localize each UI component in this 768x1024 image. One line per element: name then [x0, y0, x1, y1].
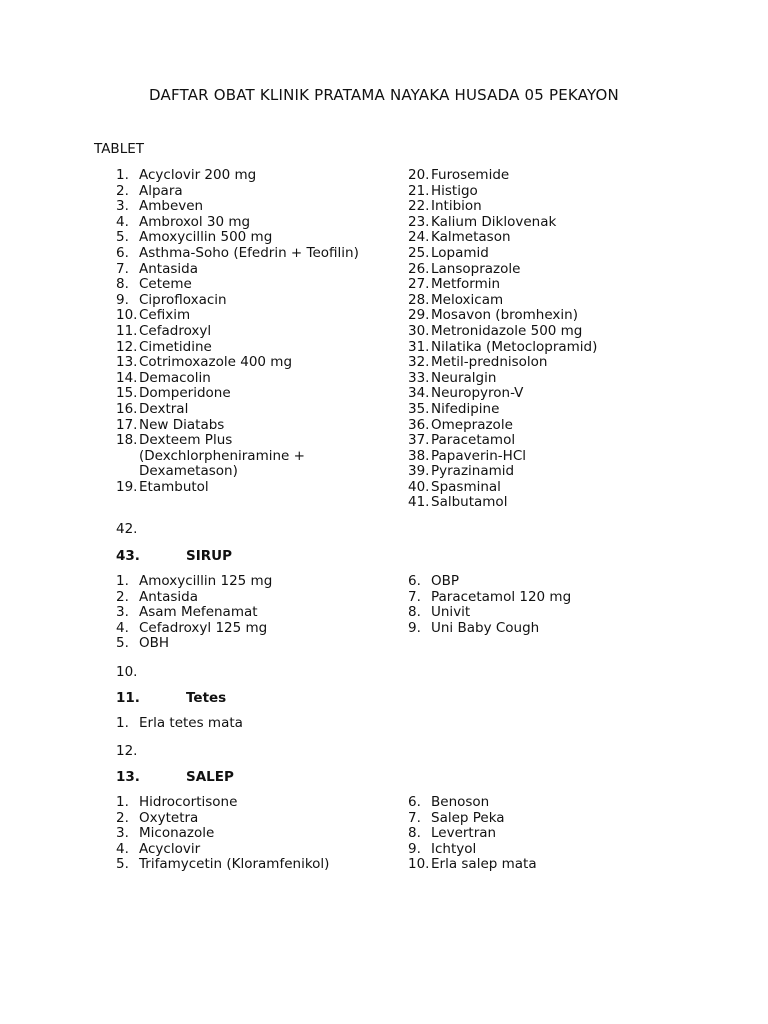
list-item-text: Lansoprazole — [431, 260, 521, 277]
list-item-number: 6. — [116, 244, 129, 261]
list-item-number: 37. — [408, 432, 430, 449]
list-item-number: 23. — [408, 213, 430, 230]
list-item — [408, 621, 571, 637]
list-item-number: 30. — [408, 322, 430, 339]
list-item-text: Dexametason) — [139, 463, 238, 480]
list-item — [408, 230, 597, 246]
list-item — [408, 199, 597, 215]
list-item-text: Antasida — [139, 260, 198, 277]
list-item-text: Ichtyol — [431, 840, 477, 857]
list-item-number: 5. — [116, 229, 129, 246]
list-item — [116, 716, 243, 732]
list-item — [116, 184, 359, 200]
list-item — [408, 215, 597, 231]
list-item-text: OBP — [431, 573, 460, 589]
list-item-number: 7. — [408, 588, 421, 605]
list-item — [408, 449, 597, 465]
list-item — [408, 168, 597, 184]
salep-list-right — [408, 795, 537, 873]
list-item-number: 9. — [408, 619, 421, 636]
list-item — [408, 418, 597, 434]
salep-number: 13. — [116, 769, 140, 785]
list-item-number: 31. — [408, 338, 430, 355]
list-item-number: 29. — [408, 307, 430, 324]
list-item-number — [116, 449, 139, 465]
list-item — [116, 449, 359, 465]
list-item-number: 35. — [408, 400, 430, 417]
list-item — [408, 340, 597, 356]
list-item-text: Lopamid — [431, 244, 489, 261]
list-item-number: 1. — [116, 794, 129, 810]
list-item-number: 4. — [116, 619, 129, 636]
list-item-text: Metronidazole 500 mg — [431, 322, 583, 339]
list-item — [408, 324, 597, 340]
list-item-text: New Diatabs — [139, 416, 225, 433]
list-item-number: 20. — [408, 167, 430, 183]
salep-heading: SALEP — [186, 769, 234, 785]
list-item-text: Intibion — [431, 198, 482, 215]
list-item-number: 33. — [408, 369, 430, 386]
list-item-text: Uni Baby Cough — [431, 619, 540, 636]
list-item — [408, 184, 597, 200]
list-item — [116, 168, 359, 184]
list-item — [116, 402, 359, 418]
list-item-text: Etambutol — [139, 478, 209, 495]
list-item-number: 10. — [116, 307, 138, 324]
list-item — [116, 215, 359, 231]
list-item-text: Mosavon (bromhexin) — [431, 307, 578, 324]
list-item — [116, 795, 329, 811]
list-item-number: 5. — [116, 856, 129, 873]
list-item-number: 38. — [408, 447, 430, 464]
list-item — [408, 386, 597, 402]
list-item-text: Alpara — [139, 182, 183, 199]
list-item-number: 13. — [116, 354, 138, 371]
list-item-text: Cefadroxyl 125 mg — [139, 619, 268, 636]
list-item-number: 10. — [408, 856, 430, 873]
tablet-heading: TABLET — [94, 141, 144, 157]
salep-list-left — [116, 795, 329, 873]
list-item — [116, 386, 359, 402]
list-item-number: 24. — [408, 229, 430, 246]
list-item-number: 1. — [116, 167, 129, 183]
list-item-number: 16. — [116, 400, 138, 417]
list-item-number: 39. — [408, 463, 430, 480]
list-item — [116, 574, 272, 590]
list-item-number: 21. — [408, 182, 430, 199]
list-item-text: Erla salep mata — [431, 856, 537, 873]
list-item-number: 15. — [116, 385, 138, 402]
list-item — [408, 402, 597, 418]
list-item — [116, 246, 359, 262]
list-item-text: Amoxycillin 125 mg — [139, 573, 273, 589]
list-item-text: Dextral — [139, 400, 189, 417]
list-item-number: 1. — [116, 573, 129, 589]
list-item-text: Oxytetra — [139, 809, 199, 826]
sirup-trailing-number: 10. — [116, 664, 138, 680]
list-item-number: 25. — [408, 244, 430, 261]
list-item-number: 26. — [408, 260, 430, 277]
list-item-text: Ambeven — [139, 198, 204, 215]
list-item-text: Salep Peka — [431, 809, 505, 826]
list-item-text: Hidrocortisone — [139, 794, 238, 810]
list-item — [408, 857, 537, 873]
list-item-number: 3. — [116, 604, 129, 621]
list-item-text: Acyclovir — [139, 840, 201, 857]
list-item — [116, 277, 359, 293]
list-item-text: Dexteem Plus — [139, 432, 233, 449]
sirup-list-left — [116, 574, 272, 652]
list-item-text: Asam Mefenamat — [139, 604, 258, 621]
list-item-text: Amoxycillin 500 mg — [139, 229, 273, 246]
list-item-number: 22. — [408, 198, 430, 215]
list-item-number: 2. — [116, 182, 129, 199]
list-item-number: 12. — [116, 338, 138, 355]
list-item — [116, 340, 359, 356]
list-item-text: Omeprazole — [431, 416, 513, 433]
list-item — [408, 590, 571, 606]
list-item — [408, 842, 537, 858]
list-item — [116, 857, 329, 873]
sirup-heading: SIRUP — [186, 548, 232, 564]
list-item — [408, 495, 597, 511]
list-item — [116, 371, 359, 387]
list-item-text: Paracetamol 120 mg — [431, 588, 572, 605]
list-item-text: Domperidone — [139, 385, 231, 402]
list-item-text: Spasminal — [431, 478, 501, 495]
list-item-number: 11. — [116, 322, 138, 339]
list-item — [116, 230, 359, 246]
list-item-number: 8. — [408, 604, 421, 621]
list-item-text: Cefadroxyl — [139, 322, 212, 339]
list-item-number: 2. — [116, 588, 129, 605]
list-item-text: Kalmetason — [431, 229, 511, 246]
list-item-number: 18. — [116, 432, 138, 449]
list-item — [116, 324, 359, 340]
list-item-number: 28. — [408, 291, 430, 308]
list-item — [116, 418, 359, 434]
tetes-list — [116, 716, 243, 732]
list-item — [408, 262, 597, 278]
tablet-list-right — [408, 168, 597, 511]
list-item — [408, 605, 571, 621]
page-title: DAFTAR OBAT KLINIK PRATAMA NAYAKA HUSADA 05 PEKAYON — [149, 86, 619, 104]
list-item — [408, 480, 597, 496]
sirup-list-right — [408, 574, 571, 636]
list-item — [408, 371, 597, 387]
list-item — [408, 293, 597, 309]
list-item — [408, 826, 537, 842]
list-item-number: 8. — [408, 825, 421, 842]
list-item-text: Cefixim — [139, 307, 191, 324]
list-item — [408, 811, 537, 827]
list-item — [116, 605, 272, 621]
list-item — [408, 795, 537, 811]
list-item-number: 8. — [116, 276, 129, 293]
list-item-text: Nilatika (Metoclopramid) — [431, 338, 598, 355]
list-item-number: 41. — [408, 494, 430, 511]
list-item-text: (Dexchlorpheniramine + — [139, 447, 305, 464]
list-item-text: Papaverin-HCl — [431, 447, 527, 464]
list-item-number: 2. — [116, 809, 129, 826]
list-item-text: Metformin — [431, 276, 501, 293]
list-item-number: 17. — [116, 416, 138, 433]
list-item-number: 9. — [408, 840, 421, 857]
list-item-text: Benoson — [431, 794, 490, 810]
list-item — [116, 464, 359, 480]
list-item-text: Demacolin — [139, 369, 211, 386]
list-item-text: Pyrazinamid — [431, 463, 515, 480]
list-item — [408, 355, 597, 371]
tetes-heading: Tetes — [186, 690, 227, 706]
list-item — [116, 480, 359, 496]
list-item-text: Miconazole — [139, 825, 215, 842]
list-item-number: 32. — [408, 354, 430, 371]
list-item-number: 3. — [116, 198, 129, 215]
list-item-number: 14. — [116, 369, 138, 386]
list-item-number: 19. — [116, 478, 138, 495]
list-item-text: OBH — [139, 635, 170, 652]
sirup-number: 43. — [116, 548, 140, 564]
list-item — [116, 199, 359, 215]
list-item — [116, 590, 272, 606]
list-item-text: Levertran — [431, 825, 497, 842]
list-item-text: Furosemide — [431, 167, 510, 183]
tablet-trailing-number: 42. — [116, 521, 138, 537]
list-item-number: 1. — [116, 715, 129, 731]
list-item-text: Ceteme — [139, 276, 192, 293]
list-item-number: 4. — [116, 213, 129, 230]
tetes-trailing-number: 12. — [116, 743, 138, 759]
list-item-text: Metil-prednisolon — [431, 354, 548, 371]
list-item-text: Histigo — [431, 182, 478, 199]
list-item — [408, 574, 571, 590]
list-item — [116, 621, 272, 637]
list-item — [116, 308, 359, 324]
list-item-number: 7. — [116, 260, 129, 277]
list-item — [408, 433, 597, 449]
list-item-number: 5. — [116, 635, 129, 652]
list-item-text: Erla tetes mata — [139, 715, 243, 731]
list-item-text: Ciprofloxacin — [139, 291, 227, 308]
list-item-number: 34. — [408, 385, 430, 402]
list-item-text: Meloxicam — [431, 291, 504, 308]
list-item-text: Univit — [431, 604, 471, 621]
list-item-text: Nifedipine — [431, 400, 500, 417]
list-item — [116, 636, 272, 652]
list-item — [116, 355, 359, 371]
list-item — [408, 277, 597, 293]
list-item-number: 40. — [408, 478, 430, 495]
list-item-number: 27. — [408, 276, 430, 293]
list-item-number: 4. — [116, 840, 129, 857]
list-item-text: Ambroxol 30 mg — [139, 213, 251, 230]
list-item-text: Kalium Diklovenak — [431, 213, 557, 230]
list-item-number: 3. — [116, 825, 129, 842]
list-item-text: Salbutamol — [431, 494, 508, 511]
list-item-number: 6. — [408, 573, 421, 589]
list-item — [116, 293, 359, 309]
list-item-text: Trifamycetin (Kloramfenikol) — [139, 856, 330, 873]
list-item-text: Cotrimoxazole 400 mg — [139, 354, 293, 371]
list-item — [116, 826, 329, 842]
list-item-text: Paracetamol — [431, 432, 516, 449]
list-item-number: 6. — [408, 794, 421, 810]
list-item — [116, 433, 359, 449]
list-item — [408, 464, 597, 480]
list-item — [116, 842, 329, 858]
tablet-list-left — [116, 168, 359, 495]
list-item-number: 7. — [408, 809, 421, 826]
list-item-text: Cimetidine — [139, 338, 212, 355]
tetes-number: 11. — [116, 690, 140, 706]
list-item — [408, 308, 597, 324]
list-item — [116, 811, 329, 827]
list-item-text: Neuralgin — [431, 369, 497, 386]
list-item — [408, 246, 597, 262]
list-item-number — [116, 464, 139, 480]
list-item-number: 9. — [116, 291, 129, 308]
list-item-text: Antasida — [139, 588, 198, 605]
list-item-number: 36. — [408, 416, 430, 433]
list-item-text: Asthma-Soho (Efedrin + Teofilin) — [139, 244, 359, 261]
list-item-text: Neuropyron-V — [431, 385, 524, 402]
list-item — [116, 262, 359, 278]
list-item-text: Acyclovir 200 mg — [139, 167, 257, 183]
